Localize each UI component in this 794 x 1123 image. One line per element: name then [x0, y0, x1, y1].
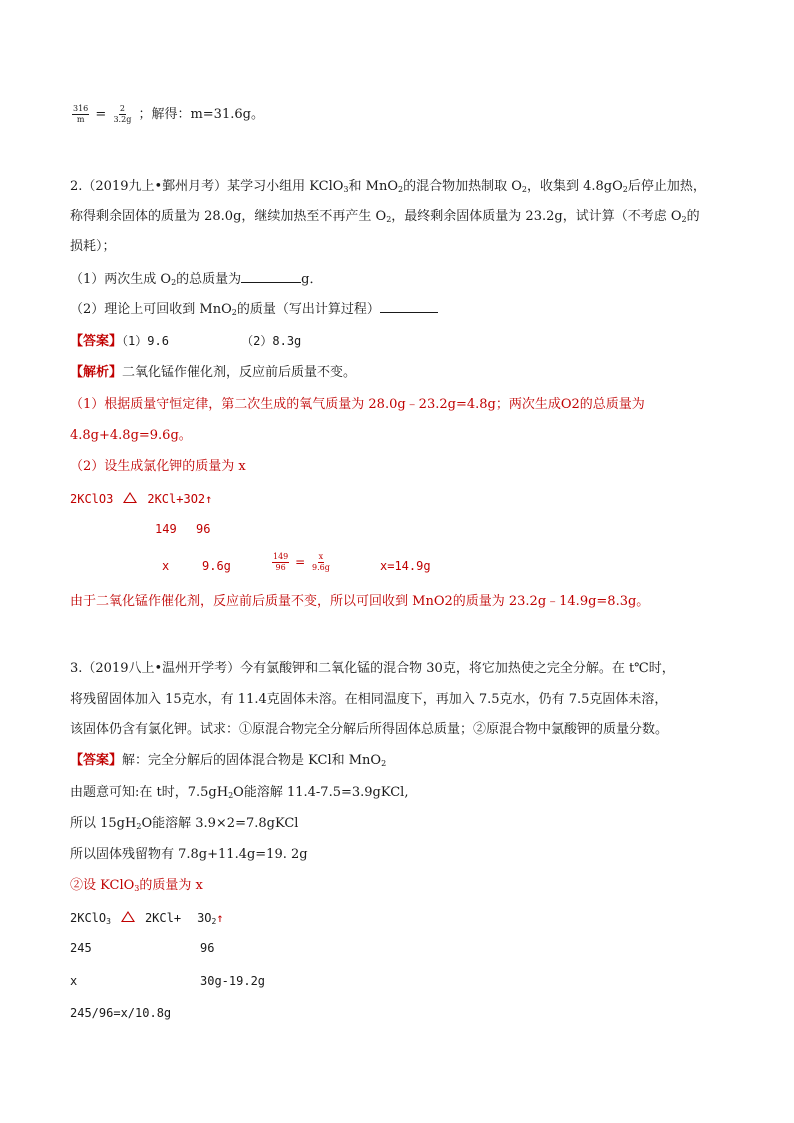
- q2-analysis: 【解析】二氧化锰作催化剂，反应前后质量不变。: [70, 365, 357, 380]
- q2-val-9.6g: 9.6g: [202, 559, 231, 573]
- q3-line-2: 将残留固体加入 15克水，有 11.4克固体未溶。在相同温度下，再加入 7.5克水，仍有 7.5克固体未溶，: [70, 692, 668, 707]
- q3-equation: 2KClO$_3$ $2KCl+ 3O_2↑$: [70, 911, 224, 926]
- q3-line-3: 该固体仍含有氯化钾。试求：①原混合物完全分解后所得固体总质量；②原混合物中氯酸钾的质量分数。: [70, 722, 669, 737]
- q3-step-2: 所以 $15gH_2O$能溶解 3.9×2=7.8gKCl: [70, 816, 299, 831]
- q2-equation: 2KClO3 2KCl+3O2↑: [70, 492, 213, 506]
- q3-step-1: 由题意可知:在 t时，$7.5gH_2O$能溶解 11.4-7.5=3.9gKCl,: [70, 785, 409, 800]
- q2-analysis-1a: （1）根据质量守恒定律，第二次生成的氧气质量为 28.0g﹣23.2g=4.8g；两次生成O2的总质量为: [70, 397, 645, 412]
- fraction-2-3.2g: $\frac{2}{3.2g}$: [113, 104, 132, 124]
- q3-step-3: 所以固体残留物有 7.8g+11.4g=19. 2g: [70, 847, 308, 862]
- q2-line-2: 称得剩余固体的质量为 28.0g，继续加热至不再产生 $O_2$，最终剩余固体质量为 23.2g，试计算（不考虑 $O_2$的: [70, 209, 700, 224]
- q3-step-4: ②设 KClO$_3$的质量为 x: [70, 878, 203, 893]
- heat-triangle-icon: [121, 911, 135, 922]
- q3-val-diff: 30g-19.2g: [200, 974, 266, 988]
- q2-ratio: $\frac{149}{96}$ = $\frac{x}{9.6g}$: [273, 552, 330, 572]
- q3-mass-96: 96: [200, 941, 215, 955]
- q2-x-result: x=14.9g: [380, 559, 431, 573]
- q2-line-1: 2.（2019九上•鄞州月考）某学习小组用 KClO$_3$和 MnO$_2$的混合物加热制取 $O_2$，收集到 $4.8gO_2$后停止加热，: [70, 179, 706, 194]
- q3-line-1: 3.（2019八上•温州开学考）今有氯酸钾和二氧化锰的混合物 30克，将它加热使之完全分解。在 t℃时，: [70, 661, 675, 676]
- q3-ratio: 245/96=x/10.8g: [70, 1006, 172, 1020]
- q2-mass-96: 96: [196, 522, 211, 536]
- heat-triangle-icon: [123, 492, 137, 503]
- answer-blank-1[interactable]: [241, 270, 301, 283]
- answer-blank-2[interactable]: [380, 300, 438, 313]
- q2-sub-2: （2）理论上可回收到 MnO$_2$的质量（写出计算过程）: [70, 300, 438, 322]
- fraction-316-m: $\frac{316}{m}$: [73, 104, 89, 124]
- q2-answer: 【答案】（1）9.6 （2）8.3g: [70, 334, 302, 349]
- q2-line-3: 损耗）；: [70, 239, 116, 254]
- q2-var-x: x: [162, 559, 170, 573]
- q2-mass-149: 149: [155, 522, 177, 536]
- q3-var-x: x: [70, 974, 78, 988]
- q2-analysis-1b: 4.8g+4.8g=9.6g。: [70, 428, 192, 443]
- q3-answer: 【答案】解：完全分解后的固体混合物是 KCl和 MnO$_2$: [70, 753, 387, 768]
- q2-conclusion: 由于二氧化锰作催化剂，反应前后质量不变，所以可回收到 MnO2的质量为 23.2g﹣14.9g=8.3g。: [70, 594, 650, 609]
- top-equation: $\frac{316}{m}$ = $\frac{2}{3.2g}$ ；解得：m=31.6g。: [73, 104, 264, 124]
- q2-sub-1: （1）两次生成 $O_2$的总质量为 g．: [70, 272, 323, 287]
- q3-mass-245: 245: [70, 941, 92, 955]
- q2-analysis-2: （2）设生成氯化钾的质量为 x: [70, 459, 246, 474]
